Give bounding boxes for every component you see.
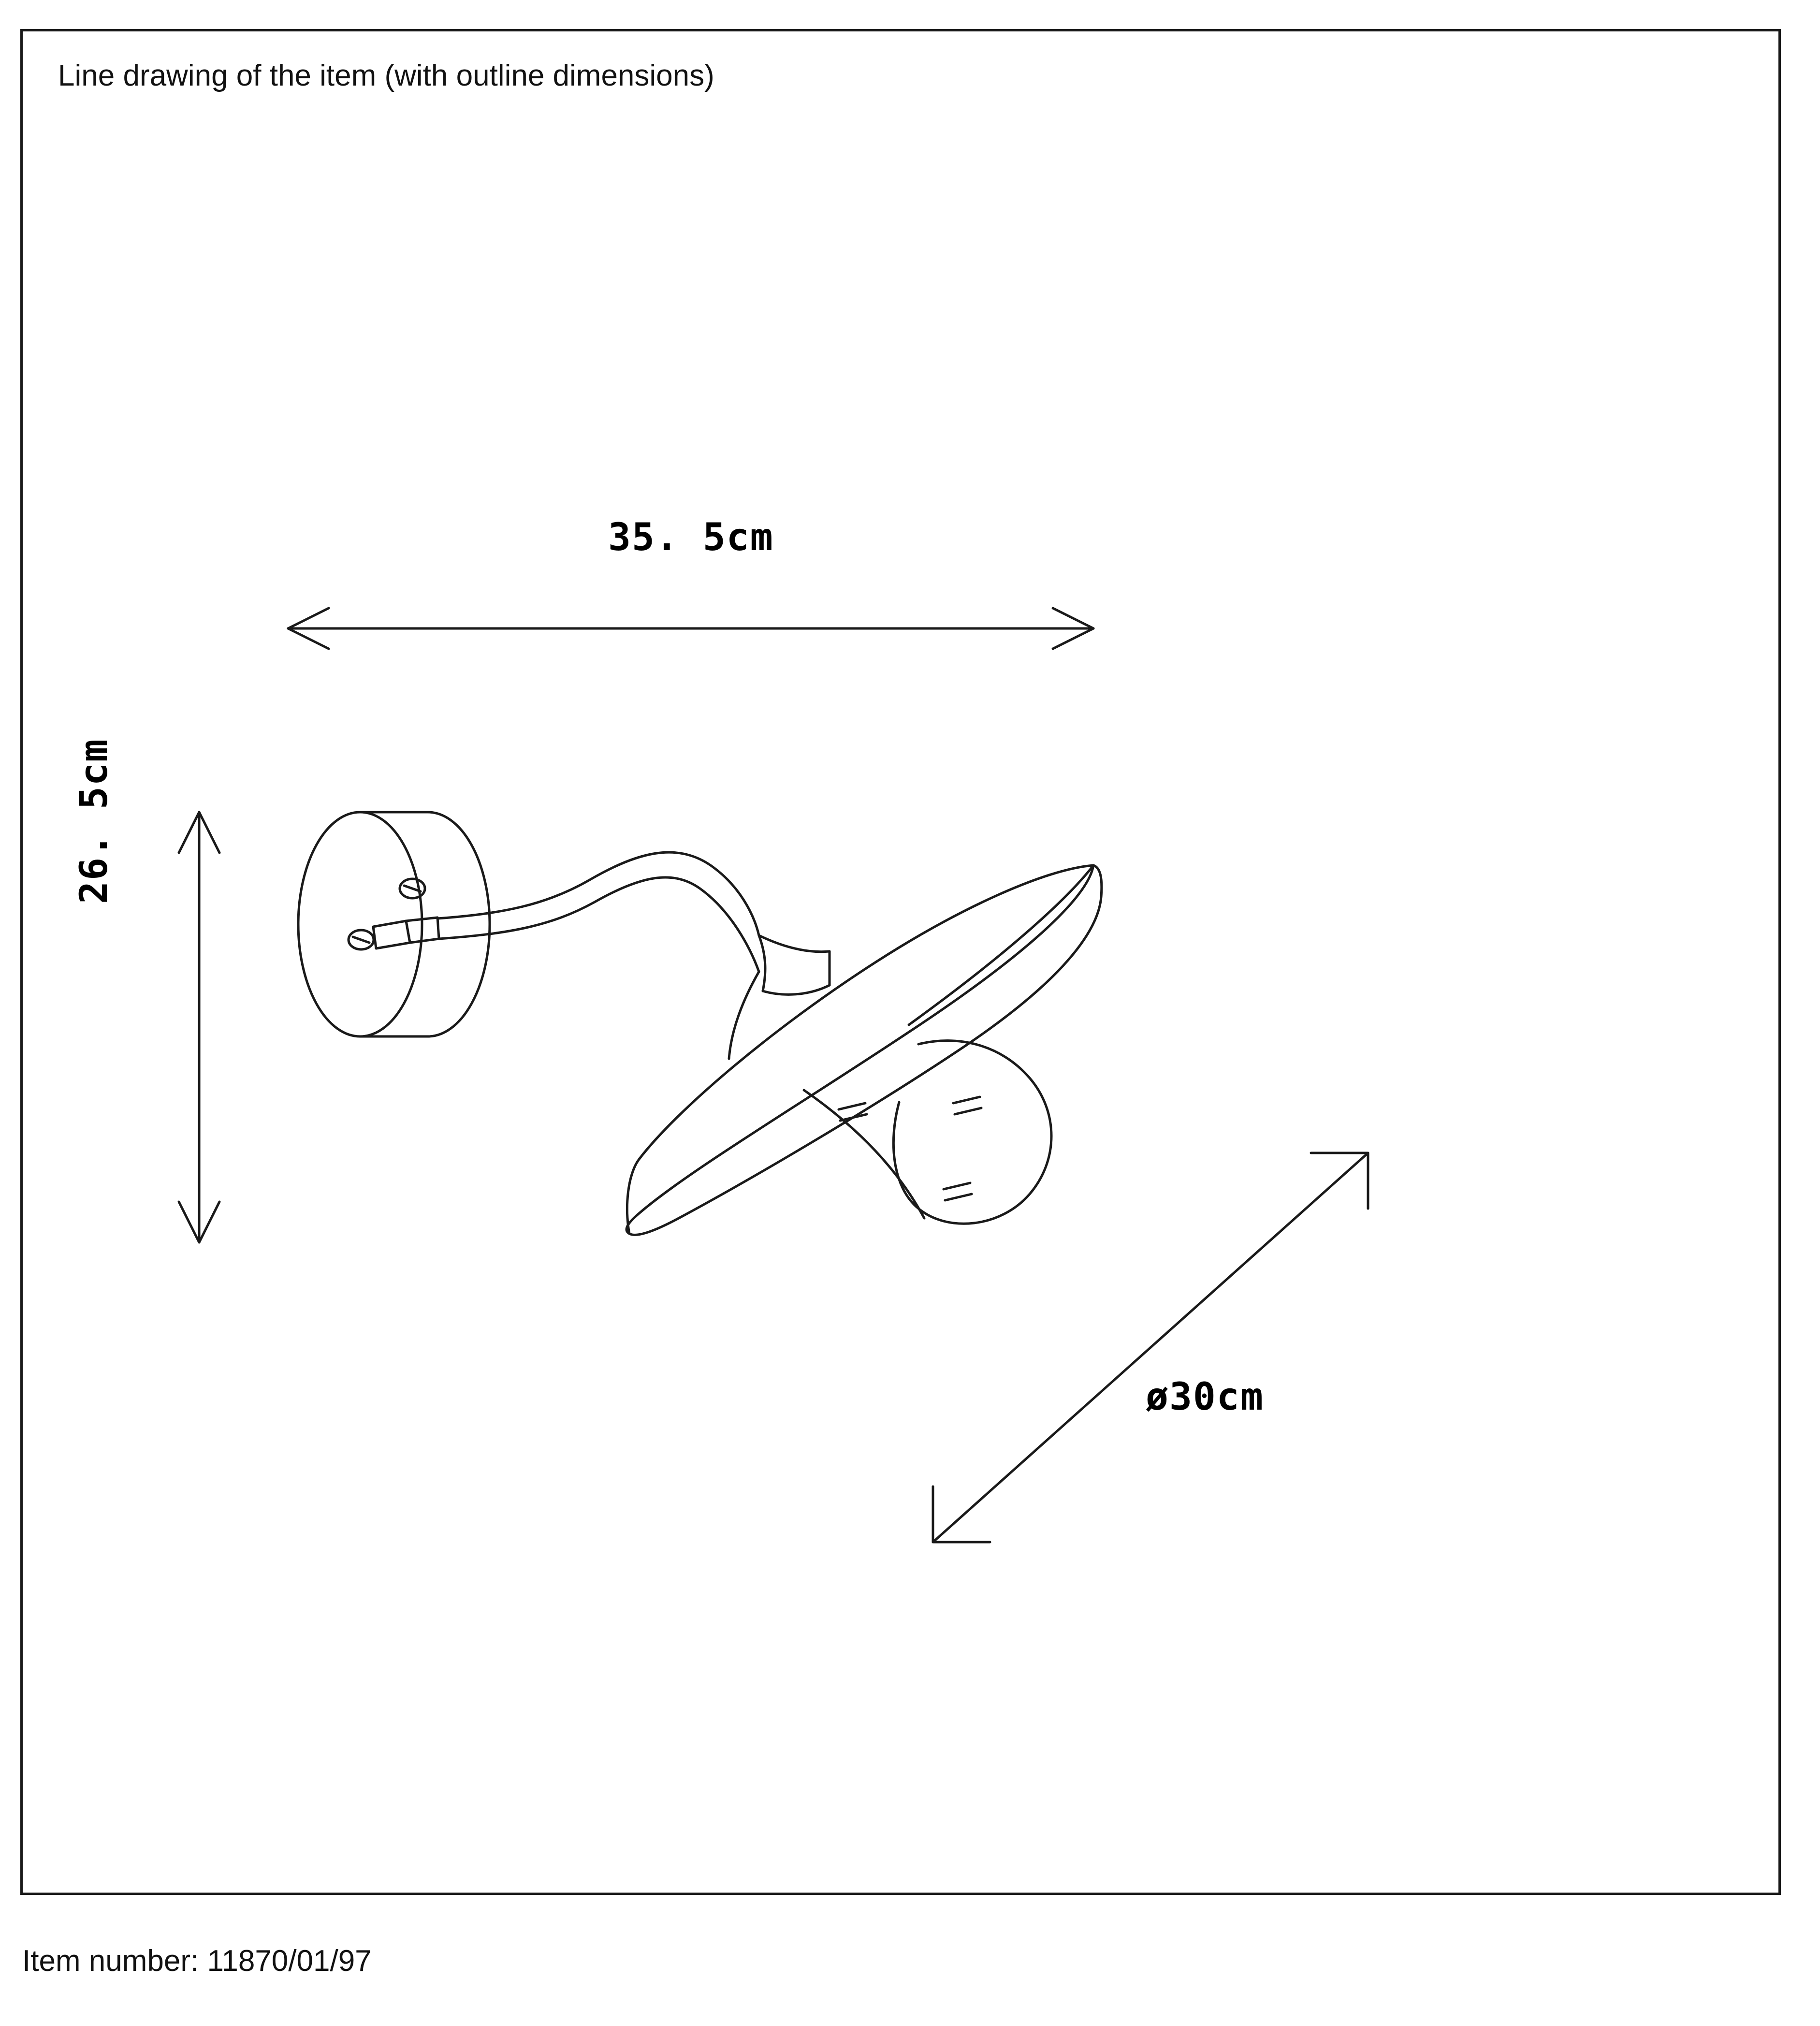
drawing-frame: [20, 29, 1781, 1895]
diameter-dimension-label: ø30cm: [1146, 1375, 1264, 1419]
width-dimension-label: 35. 5cm: [608, 516, 774, 559]
item-number-caption: Item number: 11870/01/97: [22, 1944, 372, 1978]
page-title: Line drawing of the item (with outline dimensions): [58, 59, 714, 92]
height-dimension-label: 26. 5cm: [73, 738, 116, 904]
